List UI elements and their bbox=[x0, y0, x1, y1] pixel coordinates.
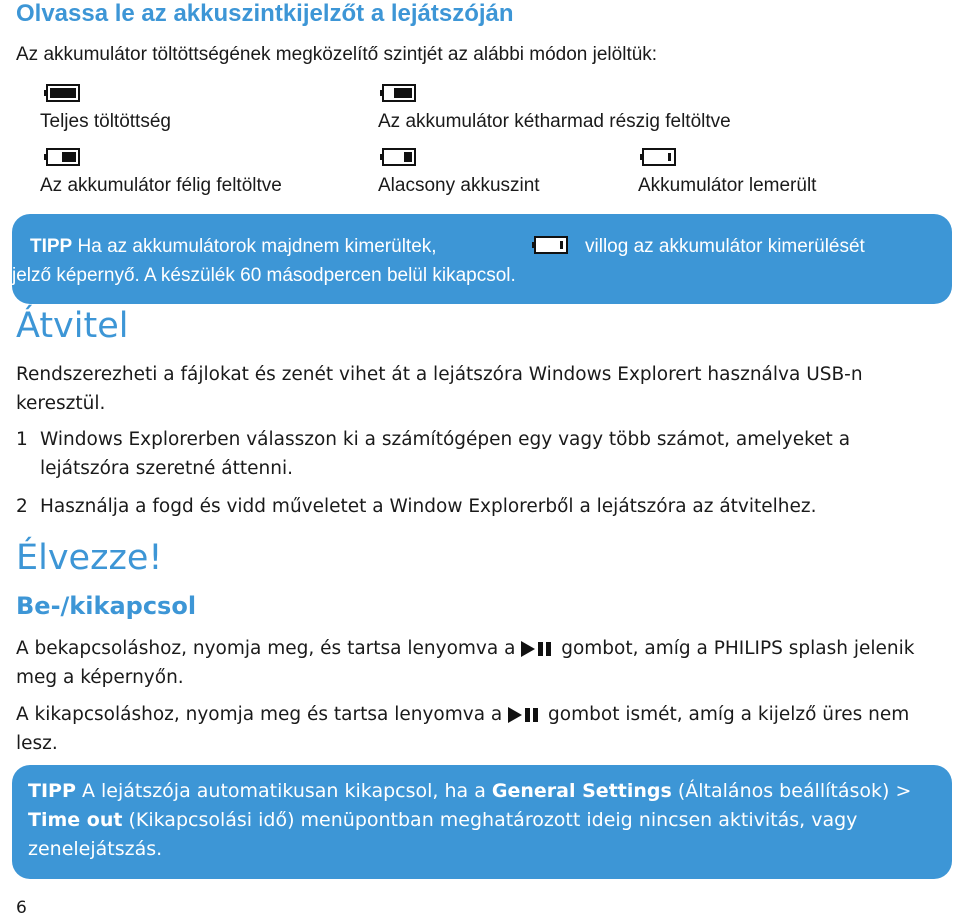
battery-level-label-two-thirds: Az akkumulátor kétharmad részig feltöltve bbox=[378, 111, 731, 132]
step-text: Használja a fogd és vidd műveletet a Window Explorerből a lejátszóra az átvitelhez. bbox=[40, 496, 817, 517]
play-pause-icon bbox=[508, 706, 542, 724]
power-off-instruction bbox=[16, 700, 916, 758]
section-title-battery: Olvassa le az akkuszintkijelzőt a lejátszóján bbox=[16, 0, 514, 27]
tip-text-line2: jelző képernyő. A készülék 60 másodpercen belül kikapcsol. bbox=[12, 265, 516, 286]
tip-box-auto-off bbox=[12, 765, 952, 879]
battery-level-label-low: Alacsony akkuszint bbox=[378, 175, 540, 196]
subsection-title-power: Be-/kikapcsol bbox=[16, 592, 197, 620]
transfer-intro: Rendszerezheti a fájlokat és zenét vihet át a lejátszóra Windows Explorert használva USB-n keresztül. bbox=[16, 364, 863, 414]
section-title-transfer: Átvitel bbox=[16, 306, 129, 346]
battery-level-label-half: Az akkumulátor félig feltöltve bbox=[40, 175, 282, 196]
battery-empty-icon bbox=[532, 236, 568, 254]
step-number: 1 bbox=[16, 429, 28, 450]
step-number: 2 bbox=[16, 496, 28, 517]
tip-auto-off-text bbox=[28, 777, 938, 864]
tip-box-battery bbox=[12, 214, 952, 304]
tip-label: TIPP bbox=[30, 236, 73, 257]
tip-text-part3: (Kikapcsolási idő) menüpontban meghatározott ideig nincsen aktivitás, vagy zenelejátszás. bbox=[28, 809, 858, 860]
battery-level-label-empty: Akkumulátor lemerült bbox=[638, 175, 817, 196]
tip-setting-timeout: Time out bbox=[28, 809, 123, 831]
battery-full-icon bbox=[44, 84, 80, 102]
tip-text-before-icon: Ha az akkumulátorok majdnem kimerültek, bbox=[77, 236, 437, 257]
tip-label: TIPP bbox=[28, 780, 76, 802]
battery-half-icon bbox=[44, 148, 80, 166]
tip-text-part2: (Általános beállítások) > bbox=[677, 780, 912, 802]
tip-text-part1: A lejátszója automatikusan kikapcsol, ha a bbox=[81, 780, 486, 802]
step-text: Windows Explorerben válasszon ki a számítógépen egy vagy több számot, amelyeket a lejátszóra szeretné áttenni. bbox=[40, 429, 851, 479]
tip-setting-general: General Settings bbox=[491, 780, 672, 802]
play-pause-icon bbox=[521, 640, 555, 658]
battery-empty-icon bbox=[640, 148, 676, 166]
power-on-text-after: gombot, amíg a PHILIPS splash jelenik meg a képernyőn. bbox=[16, 638, 915, 688]
battery-intro: Az akkumulátor töltöttségének megközelítő szintjét az alábbi módon jelöltük: bbox=[16, 44, 658, 65]
battery-level-label-full: Teljes töltöttség bbox=[40, 111, 171, 132]
power-off-text-before: A kikapcsoláshoz, nyomja meg és tartsa lenyomva a bbox=[16, 704, 503, 725]
battery-two-thirds-icon bbox=[380, 84, 416, 102]
battery-low-icon bbox=[380, 148, 416, 166]
power-on-text-before: A bekapcsoláshoz, nyomja meg, és tartsa lenyomva a bbox=[16, 638, 516, 659]
power-off-text-after: gombot ismét, amíg a kijelző üres nem lesz. bbox=[16, 704, 910, 754]
tip-text-after-icon: villog az akkumulátor kimerülését bbox=[585, 236, 865, 257]
page-number: 6 bbox=[16, 898, 27, 918]
power-on-instruction bbox=[16, 634, 916, 692]
section-title-enjoy: Élvezze! bbox=[16, 538, 163, 578]
